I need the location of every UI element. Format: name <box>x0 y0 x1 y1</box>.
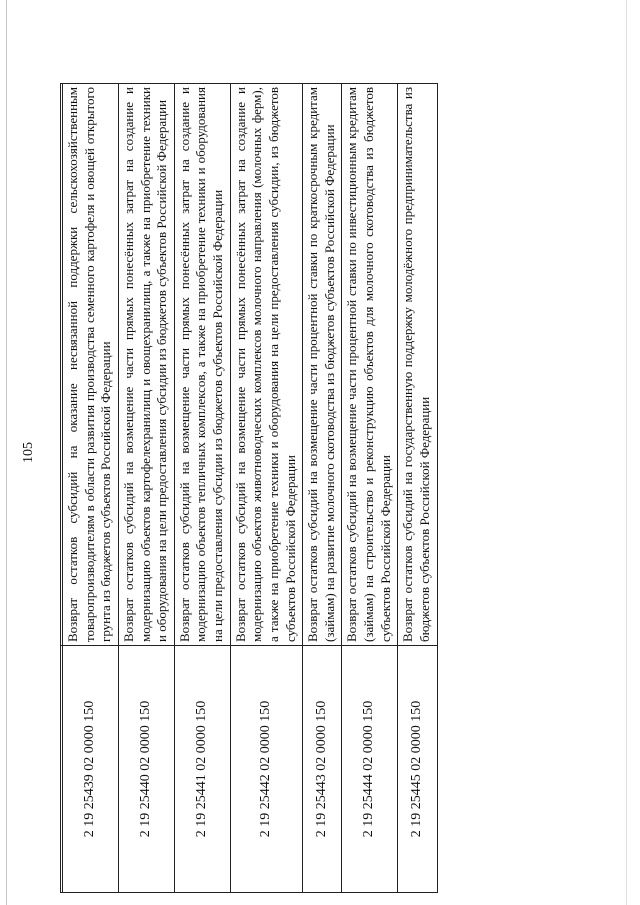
budget-code: 2 19 25439 02 0000 150 <box>63 646 119 893</box>
table-row <box>398 84 437 893</box>
code-description: Возврат остатков субсидий на возмещение части прямых понесённых затрат на создание и модернизацию объектов тепличных комплексов, а также на приобретение техники и оборудования на цели предоставления субсидии из бюджетов субъектов Российской Федерации <box>174 84 230 646</box>
code-description: Возврат остатков субсидий на государственную поддержку молодёжного предпринимательства из бюджетов субъектов Российской Федерации <box>398 84 437 646</box>
table-row <box>118 84 174 893</box>
code-description: Возврат остатков субсидий на возмещение части прямых понесённых затрат на создание и модернизацию объектов картофелехранилищ и овощехранилищ, а также на приобретение техники и оборудования на цели предоставления субсидии из бюджетов субъектов Российской Федерации <box>118 84 174 646</box>
table-row <box>303 84 342 893</box>
table-row <box>63 84 119 893</box>
classification-table <box>60 83 438 893</box>
budget-code: 2 19 25443 02 0000 150 <box>303 646 342 893</box>
code-description: Возврат остатков субсидий на оказание несвязанной поддержки сельскохозяйственным товаропроизводителям в области развития производства семенного картофеля и овощей открытого грунта из бюджетов субъектов Российской Федерации <box>63 84 119 646</box>
budget-code: 2 19 25440 02 0000 150 <box>118 646 174 893</box>
budget-code: 2 19 25445 02 0000 150 <box>398 646 437 893</box>
table-row <box>174 84 230 893</box>
budget-code: 2 19 25444 02 0000 150 <box>342 646 398 893</box>
table-row <box>230 84 303 893</box>
code-description: Возврат остатков субсидий на возмещение части прямых понесённых затрат на создание и модернизацию объектов животноводческих комплексов молочного направления (молочных ферм), а также на приобретение техники и оборудования на цели предоставления субсидии, из бюджетов субъектов Российской Федерации <box>230 84 303 646</box>
table-row <box>342 84 398 893</box>
code-description: Возврат остатков субсидий на возмещение части процентной ставки по инвестиционным кредитам (займам) на строительство и реконструкцию объектов для молочного скотоводства из бюджетов субъектов Российской Федерации <box>342 84 398 646</box>
budget-code: 2 19 25441 02 0000 150 <box>174 646 230 893</box>
code-description: Возврат остатков субсидий на возмещение части процентной ставки по краткосрочным кредитам (займам) на развитие молочного скотоводства из бюджетов субъектов Российской Федерации <box>303 84 342 646</box>
budget-code: 2 19 25442 02 0000 150 <box>230 646 303 893</box>
page-number: 105 <box>21 442 36 463</box>
